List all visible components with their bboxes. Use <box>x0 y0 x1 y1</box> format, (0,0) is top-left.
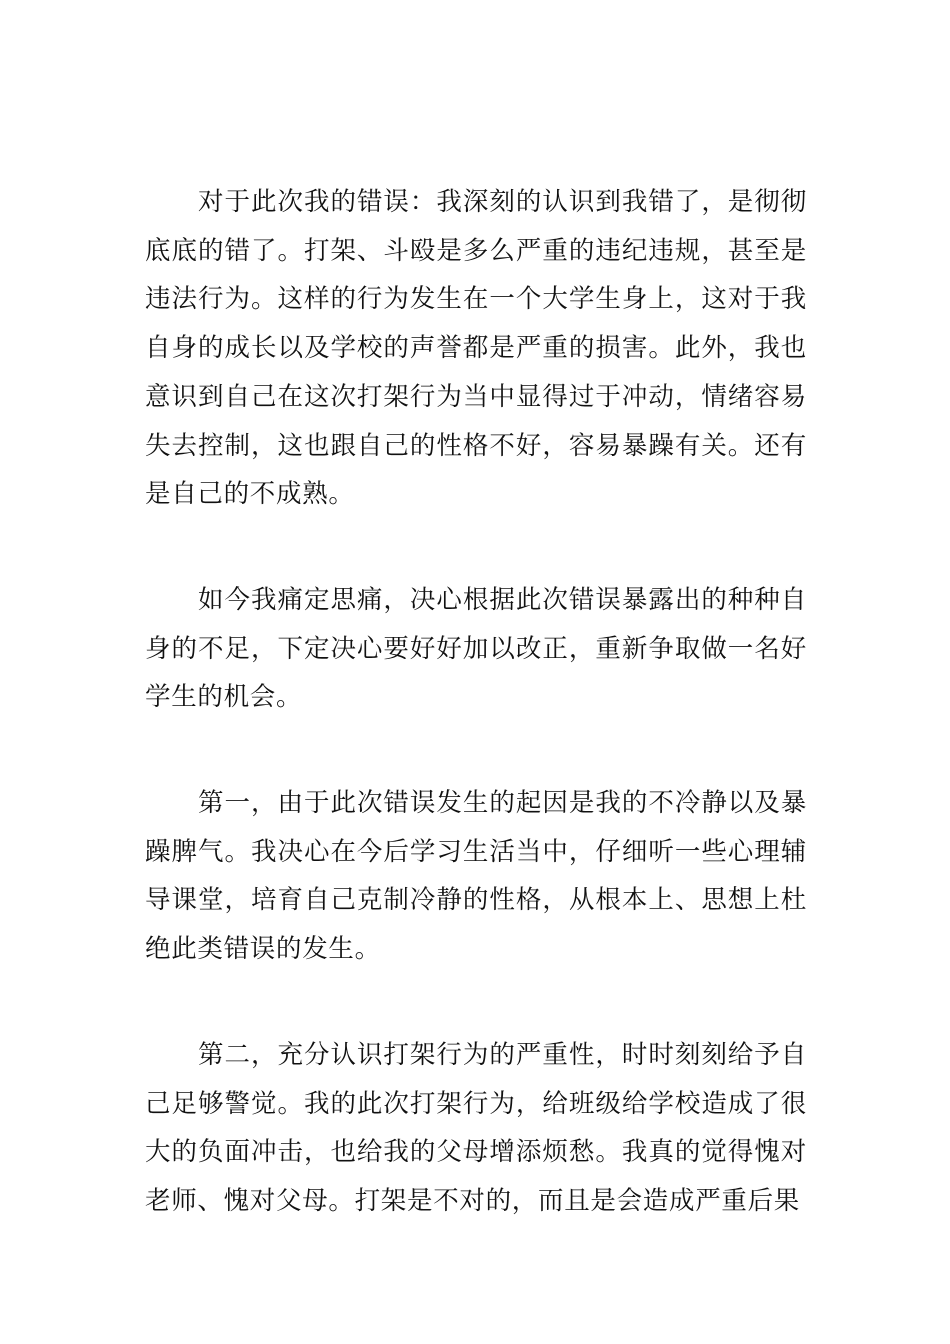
paragraph-3: 第一，由于此次错误发生的起因是我的不冷静以及暴躁脾气。我决心在今后学习生活当中，仔细听一些心理辅导课堂，培育自己克制冷静的性格，从根本上、思想上杜绝此类错误的发生。 <box>145 788 807 965</box>
paragraph-4: 第二，充分认识打架行为的严重性，时时刻刻给予自己足够警觉。我的此次打架行为，给班级给学校造成了很大的负面冲击，也给我的父母增添烦愁。我真的觉得愧对老师、愧对父母。打架是不对的，而且是会造成严重后果 <box>145 1039 807 1216</box>
document-body <box>145 178 807 1226</box>
paragraph-2: 如今我痛定思痛，决心根据此次错误暴露出的种种自身的不足，下定决心要好好加以改正，重新争取做一名好学生的机会。 <box>145 584 807 713</box>
paragraph-1: 对于此次我的错误：我深刻的认识到我错了，是彻彻底底的错了。打架、斗殴是多么严重的违纪违规，甚至是违法行为。这样的行为发生在一个大学生身上，这对于我自身的成长以及学校的声誉都是严重的损害。此外，我也意识到自己在这次打架行为当中显得过于冲动，情绪容易失去控制，这也跟自己的性格不好，容易暴躁有关。还有是自己的不成熟。 <box>145 187 807 510</box>
